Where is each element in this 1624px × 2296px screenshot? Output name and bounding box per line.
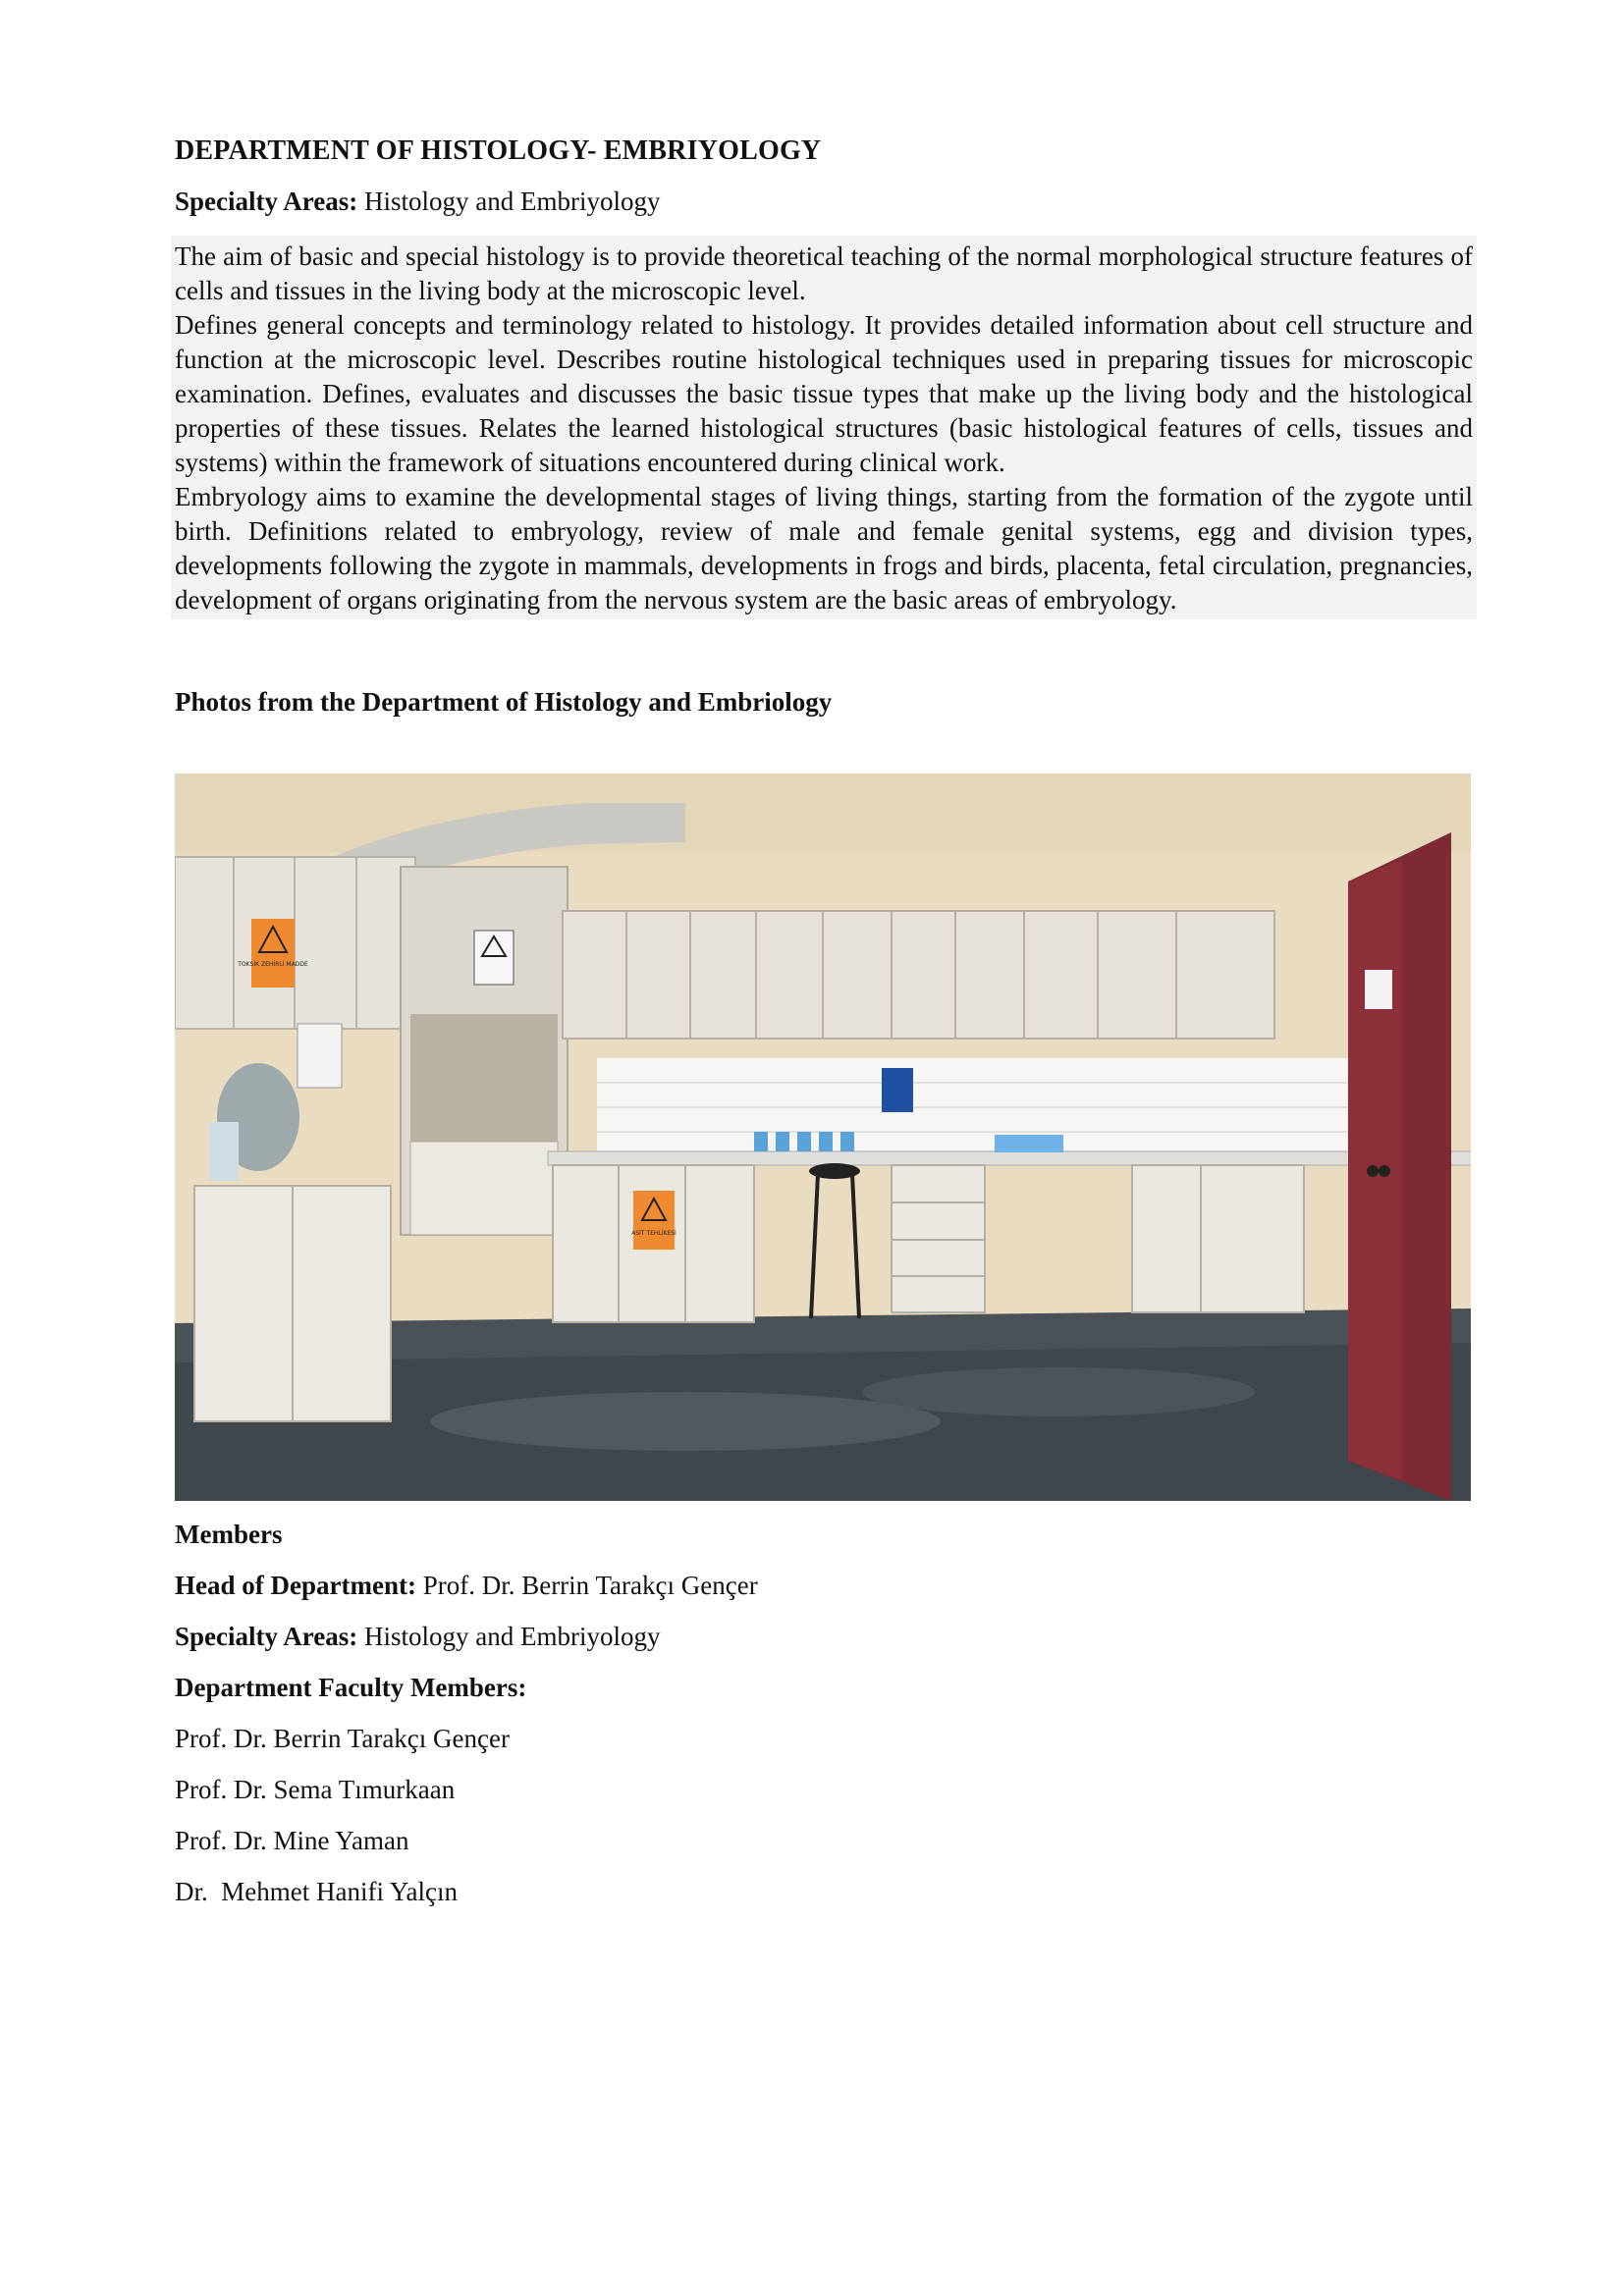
- members-specialty-label: Specialty Areas:: [175, 1622, 358, 1651]
- faculty-member: Prof. Dr. Sema Tımurkaan: [175, 1775, 456, 1804]
- acid-sign-text: ASİT TEHLİKESİ: [631, 1230, 677, 1237]
- embryology-paragraph: Embryology aims to examine the developmental stages of living things, starting from the formation of the zygote until birth. Definitions related to embryology, review of male and female genital systems, egg and division types, developments following the zygote in mammals, developments in frogs and birds, placenta, fetal circulation, pregnancies, development of organs originating from the nervous system are the basic areas of embryology.: [175, 482, 1473, 614]
- specialty-areas-label: Specialty Areas:: [175, 187, 358, 216]
- photos-heading: Photos from the Department of Histology and Embriology: [175, 687, 833, 717]
- head-of-department-value: Prof. Dr. Berrin Tarakçı Gençer: [422, 1571, 758, 1600]
- toxic-sign-text: TOKSİK ZEHİRLİ MADDE: [238, 961, 308, 968]
- page-title: DEPARTMENT OF HISTOLOGY- EMBRIYOLOGY: [175, 135, 822, 166]
- specialty-areas-value: Histology and Embriyology: [363, 187, 661, 216]
- head-of-department-line: [175, 1571, 758, 1601]
- members-specialty-line: [175, 1622, 660, 1652]
- histology-aim-paragraph: The aim of basic and special histology is to provide theoretical teaching of the normal morphological structure features of cells and tissues in the living body at the microscopic level.: [175, 241, 1473, 305]
- faculty-members-label: Department Faculty Members:: [175, 1673, 527, 1702]
- head-of-department-label: Head of Department:: [175, 1571, 416, 1600]
- description-block: [171, 236, 1477, 619]
- faculty-members-heading: [175, 1673, 526, 1703]
- specialty-areas-line: [175, 187, 660, 217]
- histology-definition-paragraph: Defines general concepts and terminology related to histology. It provides detailed information about cell structure and function at the microscopic level. Describes routine histological techniques used in preparing tissues for microscopic examination. Defines, evaluates and discusses the basic tissue types that make up the living body and the histological properties of these tissues. Relates the learned histological structures (basic histological features of cells, tissues and systems) within the framework of situations encountered during clinical work.: [175, 310, 1473, 477]
- members-heading-text: Members: [175, 1520, 283, 1549]
- laboratory-photo: [175, 774, 1471, 1501]
- members-specialty-value: Histology and Embriyology: [363, 1622, 661, 1651]
- members-heading: [175, 1520, 282, 1550]
- faculty-member: Dr. Mehmet Hanifi Yalçın: [175, 1877, 458, 1906]
- faculty-member: Prof. Dr. Mine Yaman: [175, 1826, 409, 1855]
- faculty-member: Prof. Dr. Berrin Tarakçı Gençer: [175, 1724, 510, 1753]
